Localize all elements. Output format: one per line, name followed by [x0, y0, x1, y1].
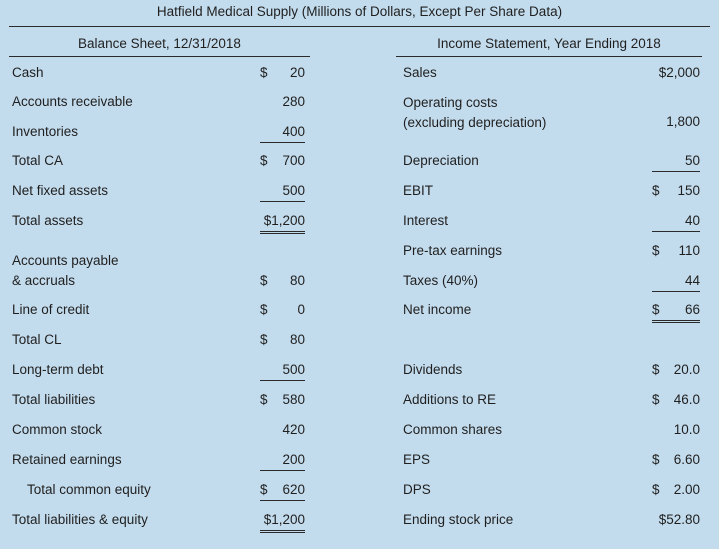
row-value: $ 80	[260, 332, 305, 347]
row-label: Additions to RE	[403, 392, 497, 407]
row-label: Total assets	[12, 213, 84, 228]
row-label: Taxes (40%)	[403, 273, 479, 288]
row-value: 40	[652, 211, 700, 232]
row-value: $2,000	[658, 65, 700, 80]
row-value: $1,200	[260, 211, 305, 234]
row-label: Common stock	[12, 422, 103, 437]
row-label: Cash	[12, 65, 44, 80]
income-statement-heading: Income Statement, Year Ending 2018	[437, 36, 661, 51]
row-value: 200	[260, 450, 305, 471]
row-value: 500	[260, 181, 305, 202]
row-value: $ 66	[652, 300, 700, 323]
row-value: 280	[282, 94, 305, 109]
row-label: Net income	[403, 302, 472, 317]
row-value: $ 2.00	[652, 482, 700, 497]
income-statement-heading-rule	[396, 56, 702, 57]
row-value: $ 0	[260, 302, 305, 317]
row-value: $ 580	[260, 392, 305, 407]
row-label: Total common equity	[27, 482, 151, 497]
row-value: 10.0	[673, 422, 700, 437]
row-label: Accounts receivable	[12, 94, 133, 109]
row-label: Dividends	[403, 362, 463, 377]
row-label: Inventories	[12, 124, 79, 139]
row-label: Operating costs (excluding depreciation)	[403, 95, 547, 130]
row-label: Total CA	[12, 153, 64, 168]
row-value: $ 150	[652, 183, 700, 198]
row-value: $52.80	[658, 512, 700, 527]
row-value: $ 620	[260, 480, 305, 501]
balance-sheet-heading-rule	[9, 56, 310, 57]
row-label: Total CL	[12, 332, 62, 347]
row-value: $ 46.0	[652, 392, 700, 407]
row-value: 50	[652, 151, 700, 172]
row-label: Accounts payable & accruals	[12, 253, 119, 288]
row-label: Sales	[403, 65, 437, 80]
row-value: 1,800	[666, 114, 700, 129]
row-value: $ 6.60	[652, 452, 700, 467]
row-label: Line of credit	[12, 302, 90, 317]
row-value: $ 700	[260, 153, 305, 168]
row-value: 400	[260, 122, 305, 143]
row-value: 420	[282, 422, 305, 437]
row-value: $ 20	[260, 65, 305, 80]
row-label: Pre-tax earnings	[403, 243, 503, 258]
row-label: Net fixed assets	[12, 183, 109, 198]
row-label: Interest	[403, 213, 449, 228]
table-title: Hatfield Medical Supply (Millions of Dollars, Except Per Share Data)	[156, 4, 563, 19]
row-label: Retained earnings	[12, 452, 122, 467]
row-label: DPS	[403, 482, 431, 497]
balance-sheet-heading: Balance Sheet, 12/31/2018	[78, 36, 241, 51]
row-label: Depreciation	[403, 153, 479, 168]
row-value: $ 20.0	[652, 362, 700, 377]
row-label: Common shares	[403, 422, 503, 437]
title-rule	[9, 26, 710, 27]
row-label: EBIT	[403, 183, 434, 198]
row-label: EPS	[403, 452, 431, 467]
row-label: Long-term debt	[12, 362, 104, 377]
row-label: Ending stock price	[403, 512, 514, 527]
row-value: $1,200	[260, 510, 305, 533]
row-value: $ 80	[260, 273, 305, 288]
row-value: $ 110	[652, 243, 700, 258]
row-value: 500	[260, 360, 305, 381]
row-value: 44	[652, 271, 700, 292]
row-label: Total liabilities & equity	[12, 512, 148, 527]
row-label: Total liabilities	[12, 392, 96, 407]
